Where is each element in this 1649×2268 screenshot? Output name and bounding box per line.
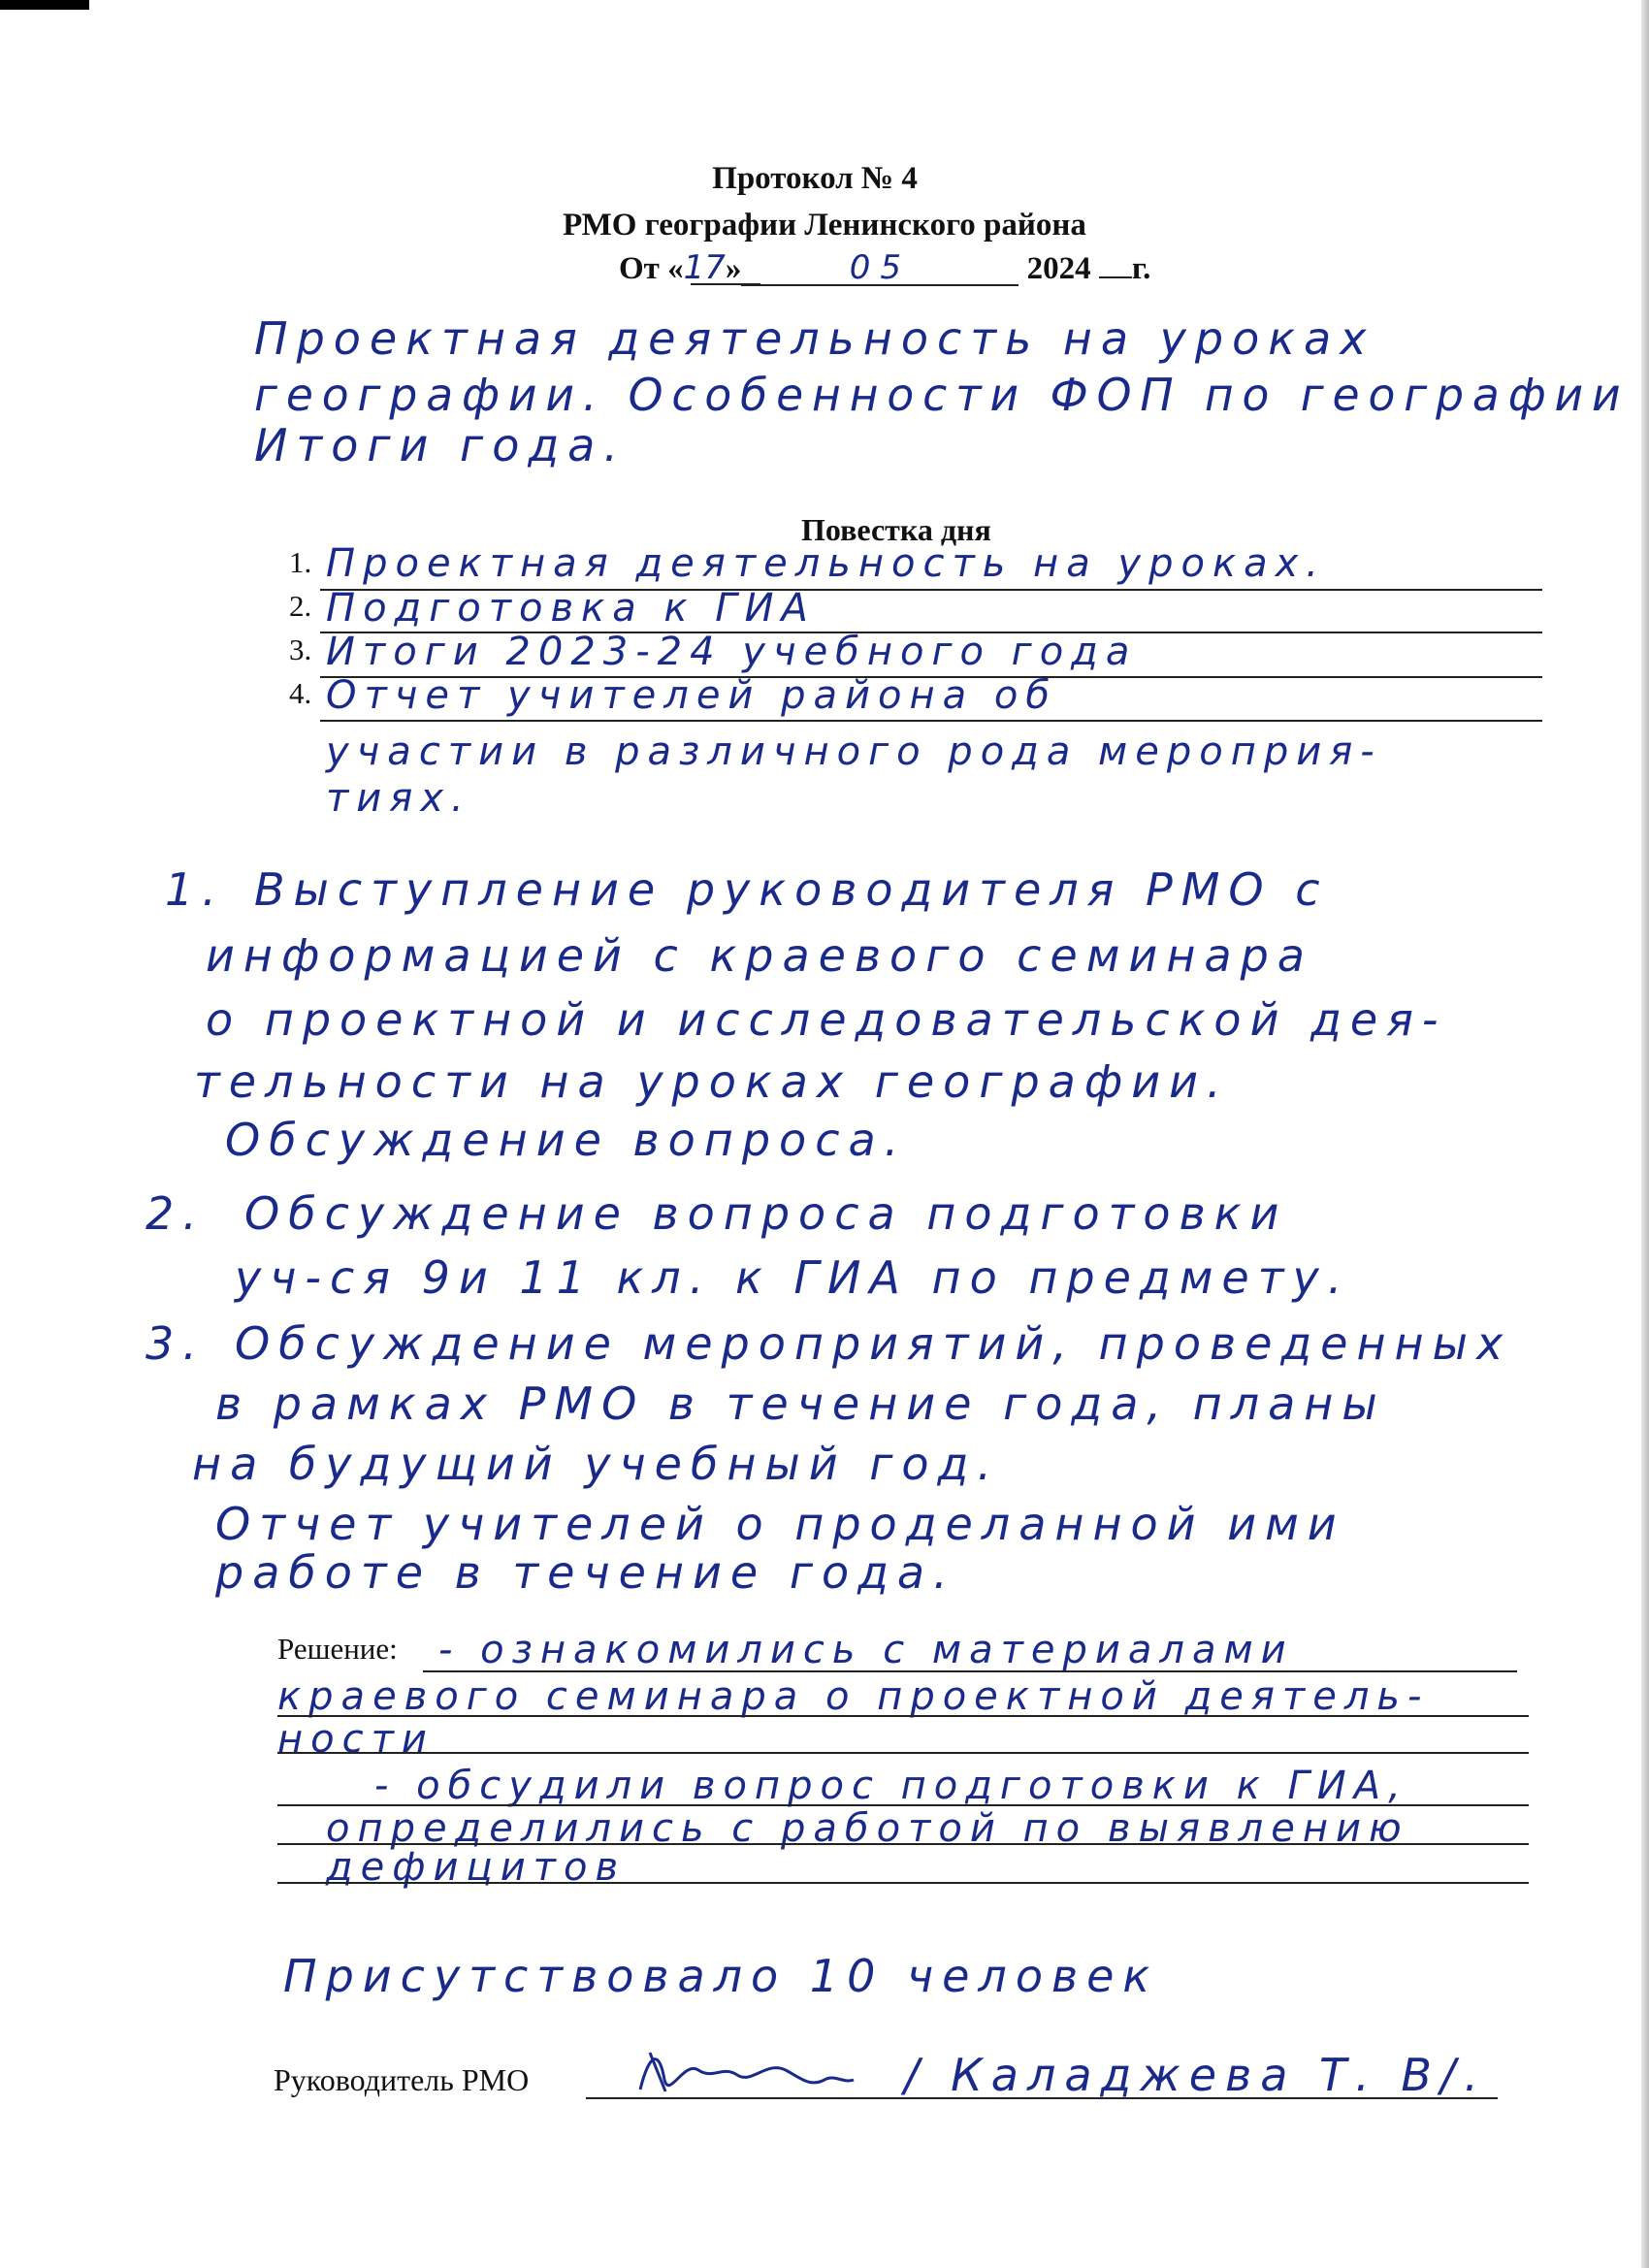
signature-rule [586, 2097, 1498, 2099]
agenda-item-3: Итоги 2023-24 учебного года [326, 630, 1138, 674]
agenda-title: Повестка дня [801, 512, 991, 547]
agenda-number-4: 4. [289, 676, 312, 710]
protocol-number: Протокол № 4 [712, 161, 918, 196]
date-day: 17 [683, 248, 726, 287]
agenda-rule-4 [320, 720, 1542, 722]
date-suffix: г. [1131, 251, 1151, 286]
proceeding-2-line-2: уч-ся 9и 11 кл. к ГИА по предмету. [235, 1251, 1351, 1304]
proceeding-3-line-3: на будущий учебный год. [192, 1438, 1000, 1490]
proceeding-1-line-4: тельности на уроках географии. [194, 1055, 1230, 1108]
decision-line-1: - ознакомились с материалами [438, 1628, 1294, 1672]
agenda-item-4-cont-1: участии в различного рода мероприя- [326, 729, 1382, 774]
decision-rule-1 [423, 1670, 1517, 1672]
date-day-underline [691, 283, 760, 285]
proceeding-3-line-1: Обсуждение мероприятий, проведенных [235, 1317, 1512, 1370]
decision-line-5: определились с работой по выявлению [326, 1806, 1409, 1851]
agenda-item-4-cont-2: тиях. [326, 776, 471, 821]
agenda-item-4: Отчет учителей района об [326, 673, 1058, 718]
protocol-date [619, 248, 1151, 287]
decision-rule-6 [277, 1882, 1529, 1884]
attendance-note: Присутствовало 10 человек [283, 1950, 1159, 2002]
proceeding-2-number: 2. [146, 1187, 206, 1240]
topic-line-2: географии. Особенности ФОП по географии [254, 369, 1630, 421]
decision-line-2: краевого семинара о проектной деятель- [277, 1674, 1430, 1719]
proceeding-1-line-5: Обсуждение вопроса. [225, 1114, 908, 1166]
proceeding-3-line-4: Отчет учителей о проделанной ими [215, 1498, 1345, 1550]
proceeding-3-line-2: в рамках РМО в течение года, планы [215, 1377, 1386, 1430]
decision-line-6: дефицитов [326, 1845, 627, 1890]
decision-line-3: ности [277, 1717, 435, 1762]
date-mid: » [725, 251, 742, 286]
signature-label: Руководитель РМО [274, 2062, 530, 2097]
decision-label: Решение: [277, 1632, 398, 1666]
proceeding-1-number: 1. [165, 863, 225, 916]
decision-rule-2 [277, 1715, 1529, 1717]
proceeding-1-line-1: Выступление руководителя РМО с [254, 863, 1329, 916]
topic-line-3: Итоги года. [254, 419, 627, 471]
organization-title: РМО географии Ленинского района [563, 208, 1086, 243]
agenda-number-2: 2. [289, 589, 312, 623]
proceeding-1-line-3: о проектной и исследовательской дея- [206, 993, 1447, 1046]
date-year: 2024 [1026, 251, 1091, 286]
proceeding-1-line-2: информацией с краевого семинара [206, 929, 1313, 982]
signature-name: / Каладжева Т. В/. [904, 2049, 1488, 2101]
scan-page-edge [1641, 0, 1649, 2268]
agenda-number-3: 3. [289, 632, 312, 666]
date-prefix: От « [619, 251, 684, 286]
date-month: 05 [741, 251, 1018, 286]
agenda-item-2: Подготовка к ГИА [326, 586, 816, 631]
topic-line-1: Проектная деятельность на уроках [254, 312, 1375, 365]
date-suffix-line [1099, 276, 1132, 278]
proceeding-2-line-1: Обсуждение вопроса подготовки [244, 1187, 1288, 1240]
decision-line-4: - обсудили вопрос подготовки к ГИА, [374, 1764, 1408, 1808]
decision-rule-3 [277, 1752, 1529, 1754]
agenda-number-1: 1. [289, 545, 312, 579]
scan-corner-mark [0, 0, 89, 10]
proceeding-3-line-5: работе в течение года. [215, 1546, 956, 1599]
proceeding-3-number: 3. [146, 1317, 206, 1370]
agenda-item-1: Проектная деятельность на уроках. [326, 541, 1327, 586]
